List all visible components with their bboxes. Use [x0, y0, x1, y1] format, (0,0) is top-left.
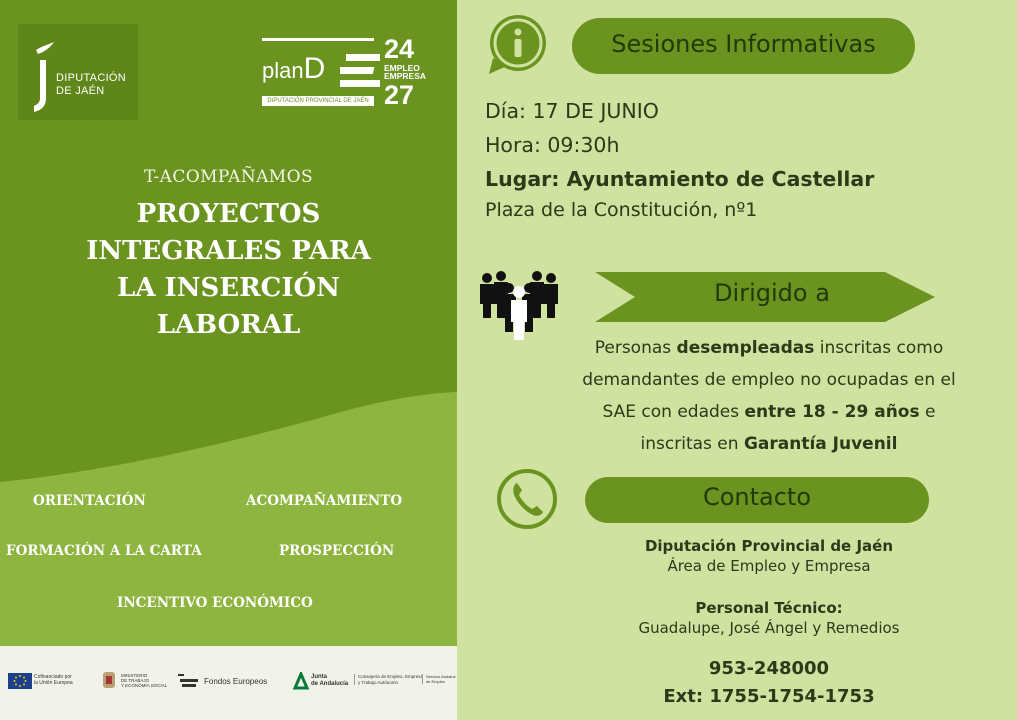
diputacion-j-icon [32, 42, 54, 112]
contact-personal-label: Personal Técnico: [695, 599, 843, 617]
consejeria-text: Consejería de Empleo, Empresa y Trabajo Autónomo [354, 674, 423, 685]
program-kicker: T-ACOMPAÑAMOS [143, 167, 314, 187]
session-address: Plaza de la Constitución, nº1 [485, 199, 758, 221]
plan-de-logo [262, 34, 432, 110]
diputacion-logo [18, 24, 138, 120]
heading-line: PROYECTOS [136, 199, 321, 229]
service-incentivo: INCENTIVO ECONÓMICO [117, 595, 313, 611]
heading-line: LABORAL [156, 310, 301, 340]
service-acompanamiento: ACOMPAÑAMIENTO [246, 493, 403, 509]
contacto-title: Contacto [585, 477, 929, 523]
sae-text: Servicio Andaluz de Empleo [422, 674, 456, 684]
contact-phone: 953-248000 [708, 658, 830, 679]
sesiones-title: Sesiones Informativas [572, 18, 915, 74]
dirigido-line1: Personas desempleadas inscritas como [594, 338, 944, 358]
info-icon [485, 12, 549, 78]
plan-logo-empresa: EMPRESA [384, 71, 427, 81]
phone-icon [495, 467, 559, 531]
plan-logo-bar [262, 38, 374, 41]
fondos-europeos-text: Fondos Europeos [204, 677, 268, 686]
program-heading [40, 196, 417, 344]
dirigido-line4: inscritas en Garantía Juvenil [640, 434, 898, 454]
plan-logo-word: planD [262, 52, 326, 85]
fondos-europeos-icon [178, 672, 200, 690]
sponsor-footer [0, 646, 457, 720]
dirigido-line2: demandantes de empleo no ocupadas en el [582, 370, 956, 390]
contact-personal-names: Guadalupe, José Ángel y Remedios [638, 619, 900, 637]
contact-extension: Ext: 1755-1754-1753 [663, 686, 875, 707]
junta-andalucia-icon [293, 672, 309, 690]
dirigido-line3: SAE con edades entre 18 - 29 años e [602, 402, 936, 422]
dirigido-title: Dirigido a [714, 279, 830, 307]
group-people-icon [479, 268, 559, 340]
junta-text: Junta de Andalucía [311, 674, 349, 687]
service-orientacion: ORIENTACIÓN [33, 493, 146, 509]
service-formacion: FORMACIÓN A LA CARTA [6, 543, 202, 559]
diputacion-logo-line1: DIPUTACIÓN [56, 72, 127, 84]
left-panel [0, 0, 457, 720]
plan-logo-year-start: 24 [384, 34, 415, 64]
spain-crest-icon [100, 670, 118, 690]
plan-logo-e-icon [340, 50, 386, 90]
heading-line: LA INSERCIÓN [117, 273, 340, 303]
contact-org-name: Diputación Provincial de Jaén [644, 537, 894, 555]
diputacion-logo-line2: DE JAÉN [56, 85, 105, 97]
plan-logo-subtitle: DIPUTACIÓN PROVINCIAL DE JAÉN [262, 96, 374, 106]
plan-logo-empleo: EMPLEO [384, 63, 420, 73]
session-time: Hora: 09:30h [485, 133, 620, 157]
session-place: Lugar: Ayuntamiento de Castellar [485, 167, 875, 191]
ministerio-logo-text: MINISTERIO DE TRABAJO Y ECONOMÍA SOCIAL [121, 673, 168, 688]
session-day: Día: 17 DE JUNIO [485, 99, 659, 123]
plan-logo-year-end: 27 [384, 80, 415, 110]
dirigido-description [519, 332, 1017, 460]
heading-line: INTEGRALES PARA [86, 236, 371, 266]
eu-flag-icon [8, 673, 32, 689]
service-prospeccion: PROSPECCIÓN [279, 543, 395, 559]
contact-org-area: Área de Empleo y Empresa [667, 557, 871, 575]
eu-logo-text: Cofinanciado por la Unión Europea [34, 674, 73, 686]
right-panel [457, 0, 1017, 720]
